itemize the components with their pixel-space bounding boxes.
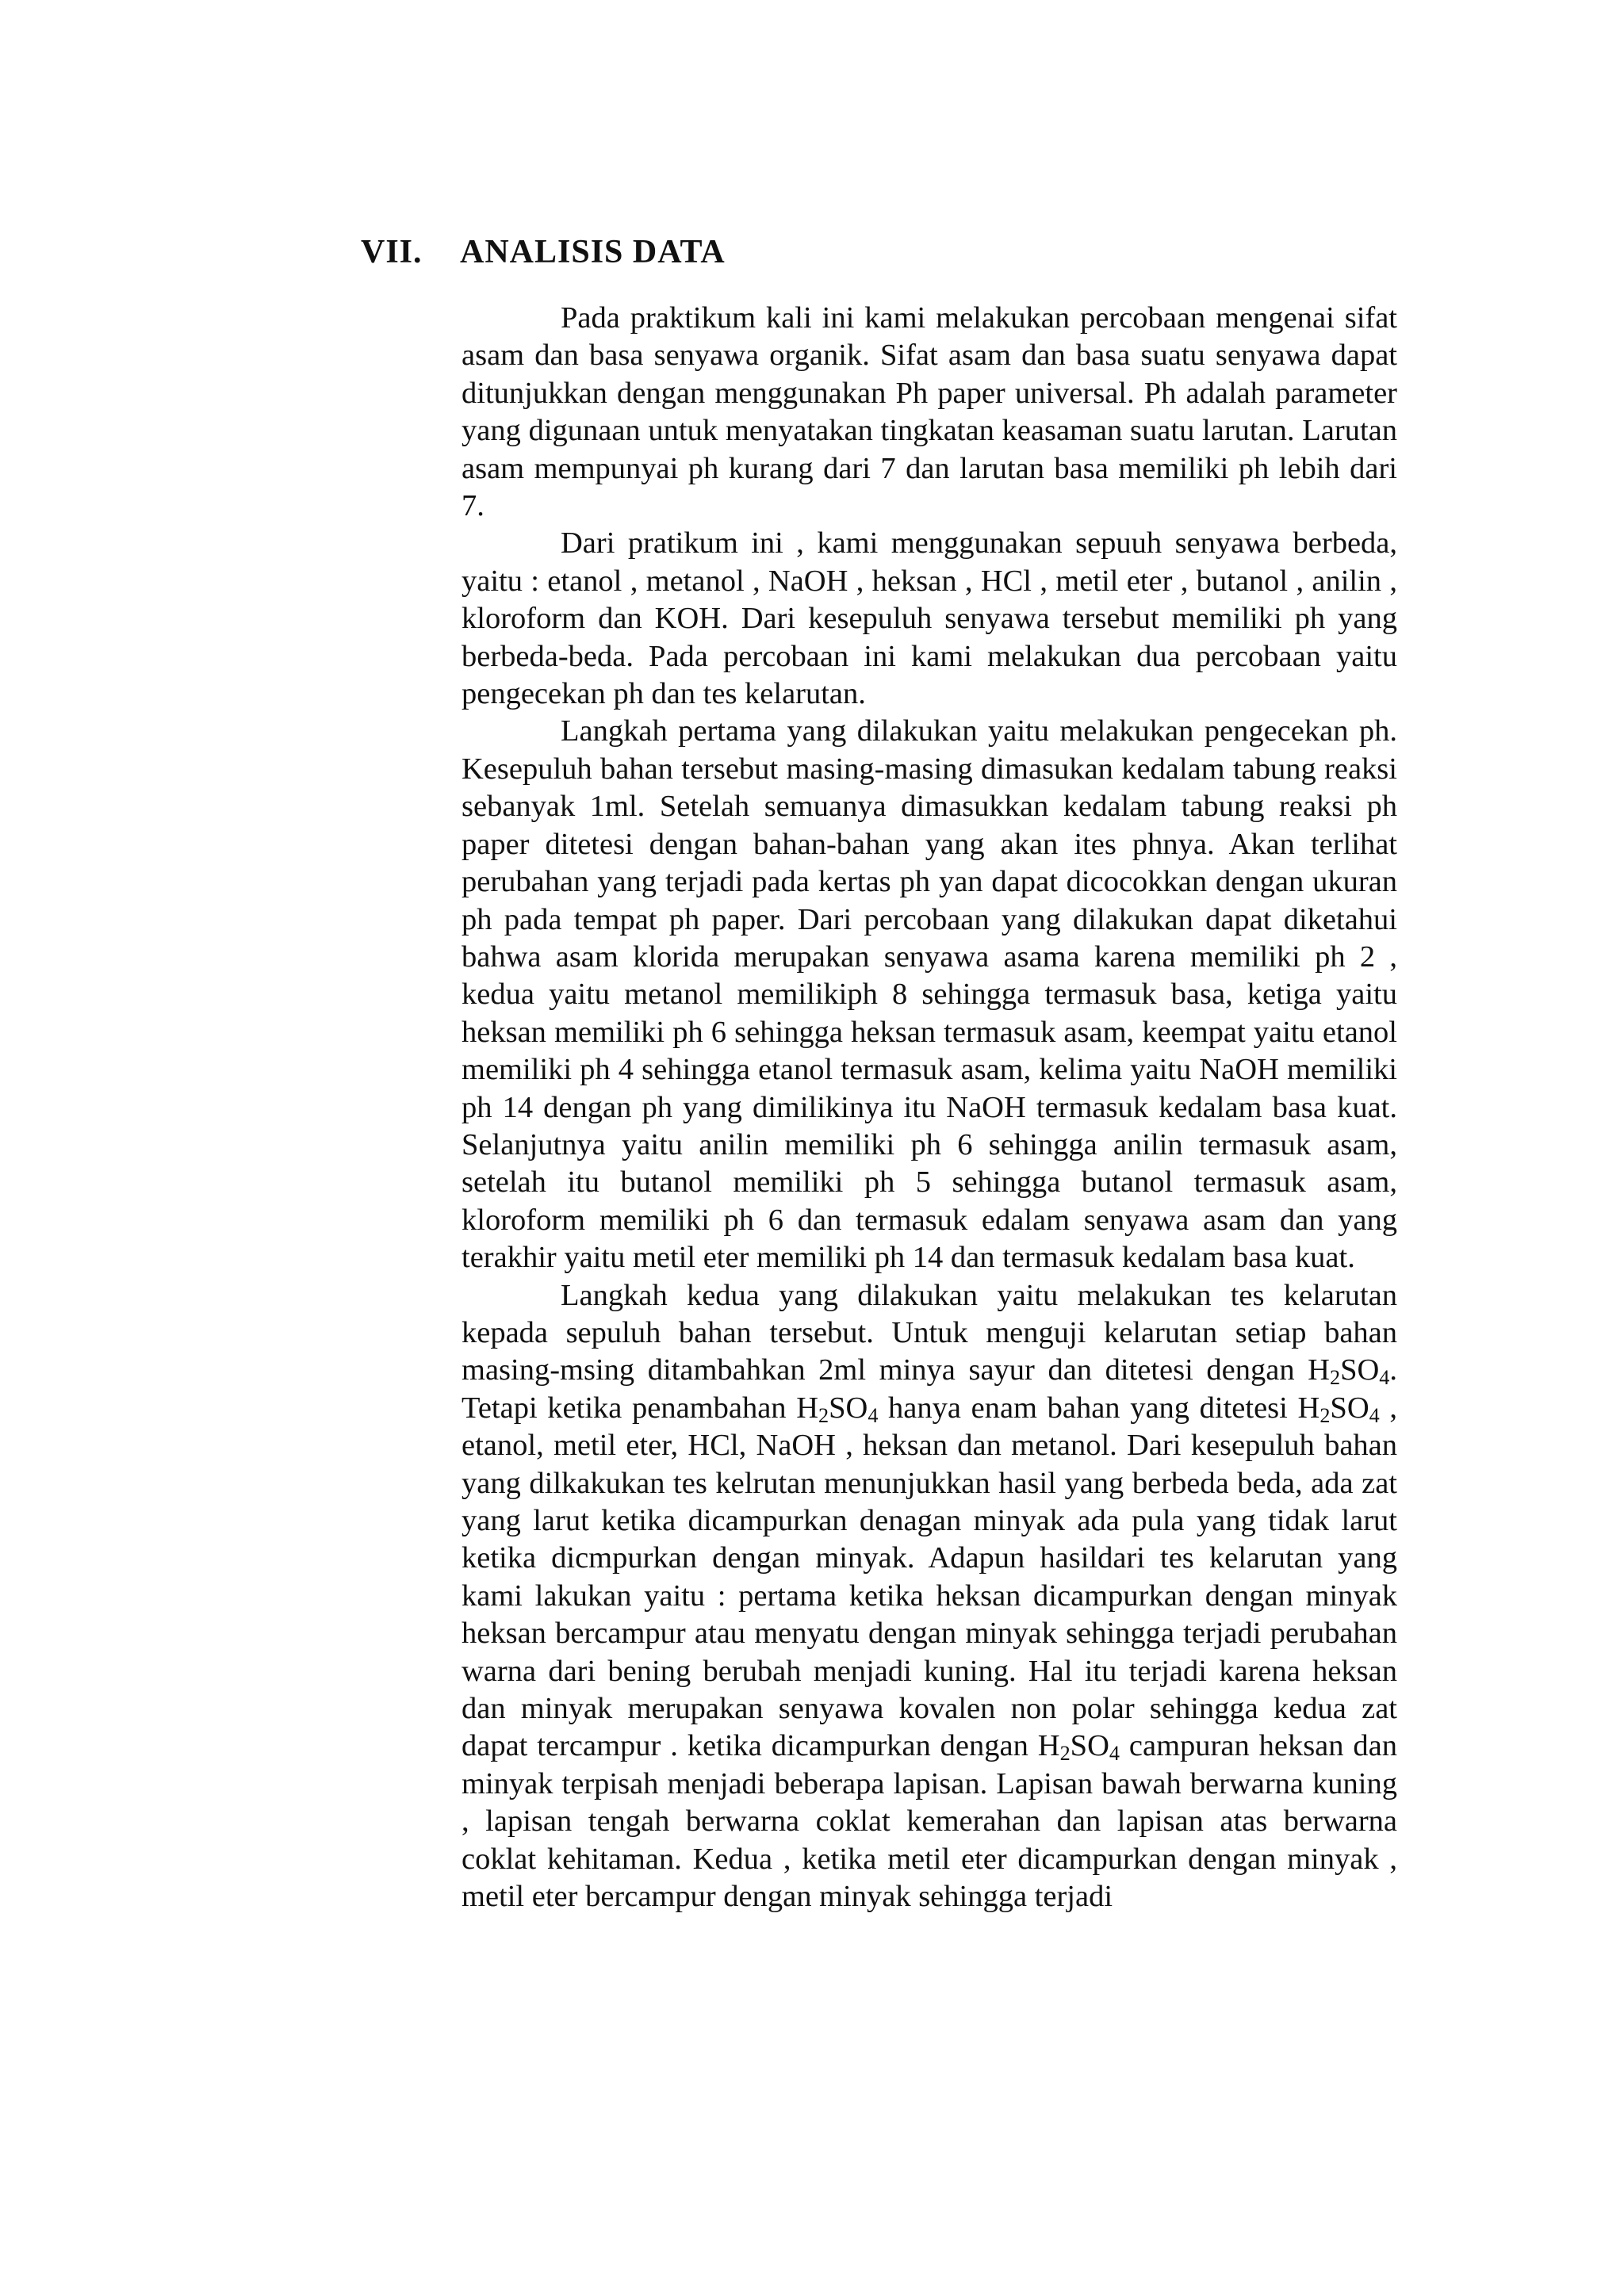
section-heading [361, 228, 726, 276]
paragraph-ph-test: Langkah pertama yang dilakukan yaitu melakukan pengecekan ph. Kesepuluh bahan tersebut masing-masing dimasukan kedalam tabung reaksi sebanyak 1ml. Setelah semuanya dimasukkan kedalam tabung reaksi ph paper ditetesi dengan bahan-bahan yang akan ites phnya. Akan terlihat perubahan yang terjadi pada kertas ph yan dapat dicocokkan dengan ukuran ph pada tempat ph paper. Dari percobaan yang dilakukan dapat diketahui bahwa asam klorida merupakan senyawa asama karena memiliki ph 2 , kedua yaitu metanol memilikiph 8 sehingga termasuk basa, ketiga yaitu heksan memiliki ph 6 sehingga heksan termasuk asam, keempat yaitu etanol memiliki ph 4 sehingga etanol termasuk asam, kelima yaitu NaOH memiliki ph 14 dengan ph yang dimilikinya itu NaOH termasuk kedalam basa kuat. Selanjutnya yaitu anilin memiliki ph 6 sehingga anilin termasuk asam, setelah itu butanol memiliki ph 5 sehingga butanol termasuk asam, kloroform memiliki ph 6 dan termasuk edalam senyawa asam dan yang terakhir yaitu metil eter memiliki ph 14 dan termasuk kedalam basa kuat. [462, 714, 1397, 1275]
formula-h2so4: $H_2SO_4$ [1297, 1391, 1380, 1427]
formula-h2so4: $H_2SO_4$ [1037, 1729, 1120, 1766]
solubility-text-2: . Tetapi ketika penambahan [462, 1353, 1398, 1425]
solubility-text-5: campuran heksan dan minyak terpisah menjadi beberapa lapisan. Lapisan bawah berwarna kuning , lapisan tengah berwarna coklat kemerahan dan lapisan atas berwarna coklat kehitaman. Kedua , ketika metil eter dicampurkan dengan minyak , metil eter bercampur dengan minyak sehingga terjadi [462, 1729, 1398, 1914]
solubility-text-4: , etanol, metil eter, HCl, NaOH , heksan dan metanol. Dari kesepuluh bahan yang dilkakukan tes kelrutan menunjukkan hasil yang berbeda beda, ada zat yang larut ketika dicampurkan denagan minyak ada pula yang tidak larut ketika dicmpurkan dengan minyak. Adapun hasildari tes kelarutan yang kami lakukan yaitu : pertama ketika heksan dicampurkan dengan minyak heksan bercampur atau menyatu dengan minyak sehingga terjadi perubahan warna dari bening berubah menjadi kuning. Hal itu terjadi karena heksan dan minyak merupakan senyawa kovalen non polar sehingga kedua zat dapat tercampur . ketika dicampurkan dengan [462, 1391, 1397, 1763]
solubility-text-1: Langkah kedua yang dilakukan yaitu melakukan tes kelarutan kepada sepuluh bahan tersebut. Untuk menguji kelarutan setiap bahan masing-msing ditambahkan 2ml minya sayur dan ditetesi dengan [462, 1278, 1397, 1387]
section-number: VII. [361, 234, 423, 270]
analysis-body [462, 300, 1397, 1915]
section-title: ANALISIS DATA [460, 234, 726, 270]
paragraph-solubility-test [462, 1277, 1397, 1916]
formula-h2so4: $H_2SO_4$ [1308, 1353, 1390, 1390]
formula-h2so4: $H_2SO_4$ [796, 1391, 879, 1427]
solubility-text-3: hanya enam bahan yang ditetesi [888, 1391, 1288, 1425]
paragraph-compounds: Dari pratikum ini , kami menggunakan sepuuh senyawa berbeda, yaitu : etanol , metanol , NaOH , heksan , HCl , metil eter , butanol , anilin , kloroform dan KOH. Dari kesepuluh senyawa tersebut memiliki ph yang berbeda-beda. Pada percobaan ini kami melakukan dua percobaan yaitu pengecekan ph dan tes kelarutan. [462, 526, 1397, 711]
paragraph-intro: Pada praktikum kali ini kami melakukan percobaan mengenai sifat asam dan basa senyawa organik. Sifat asam dan basa suatu senyawa dapat ditunjukkan dengan menggunakan Ph paper universal. Ph adalah parameter yang digunaan untuk menyatakan tingkatan keasaman suatu larutan. Larutan asam mempunyai ph kurang dari 7 dan larutan basa memiliki ph lebih dari 7. [462, 301, 1397, 523]
